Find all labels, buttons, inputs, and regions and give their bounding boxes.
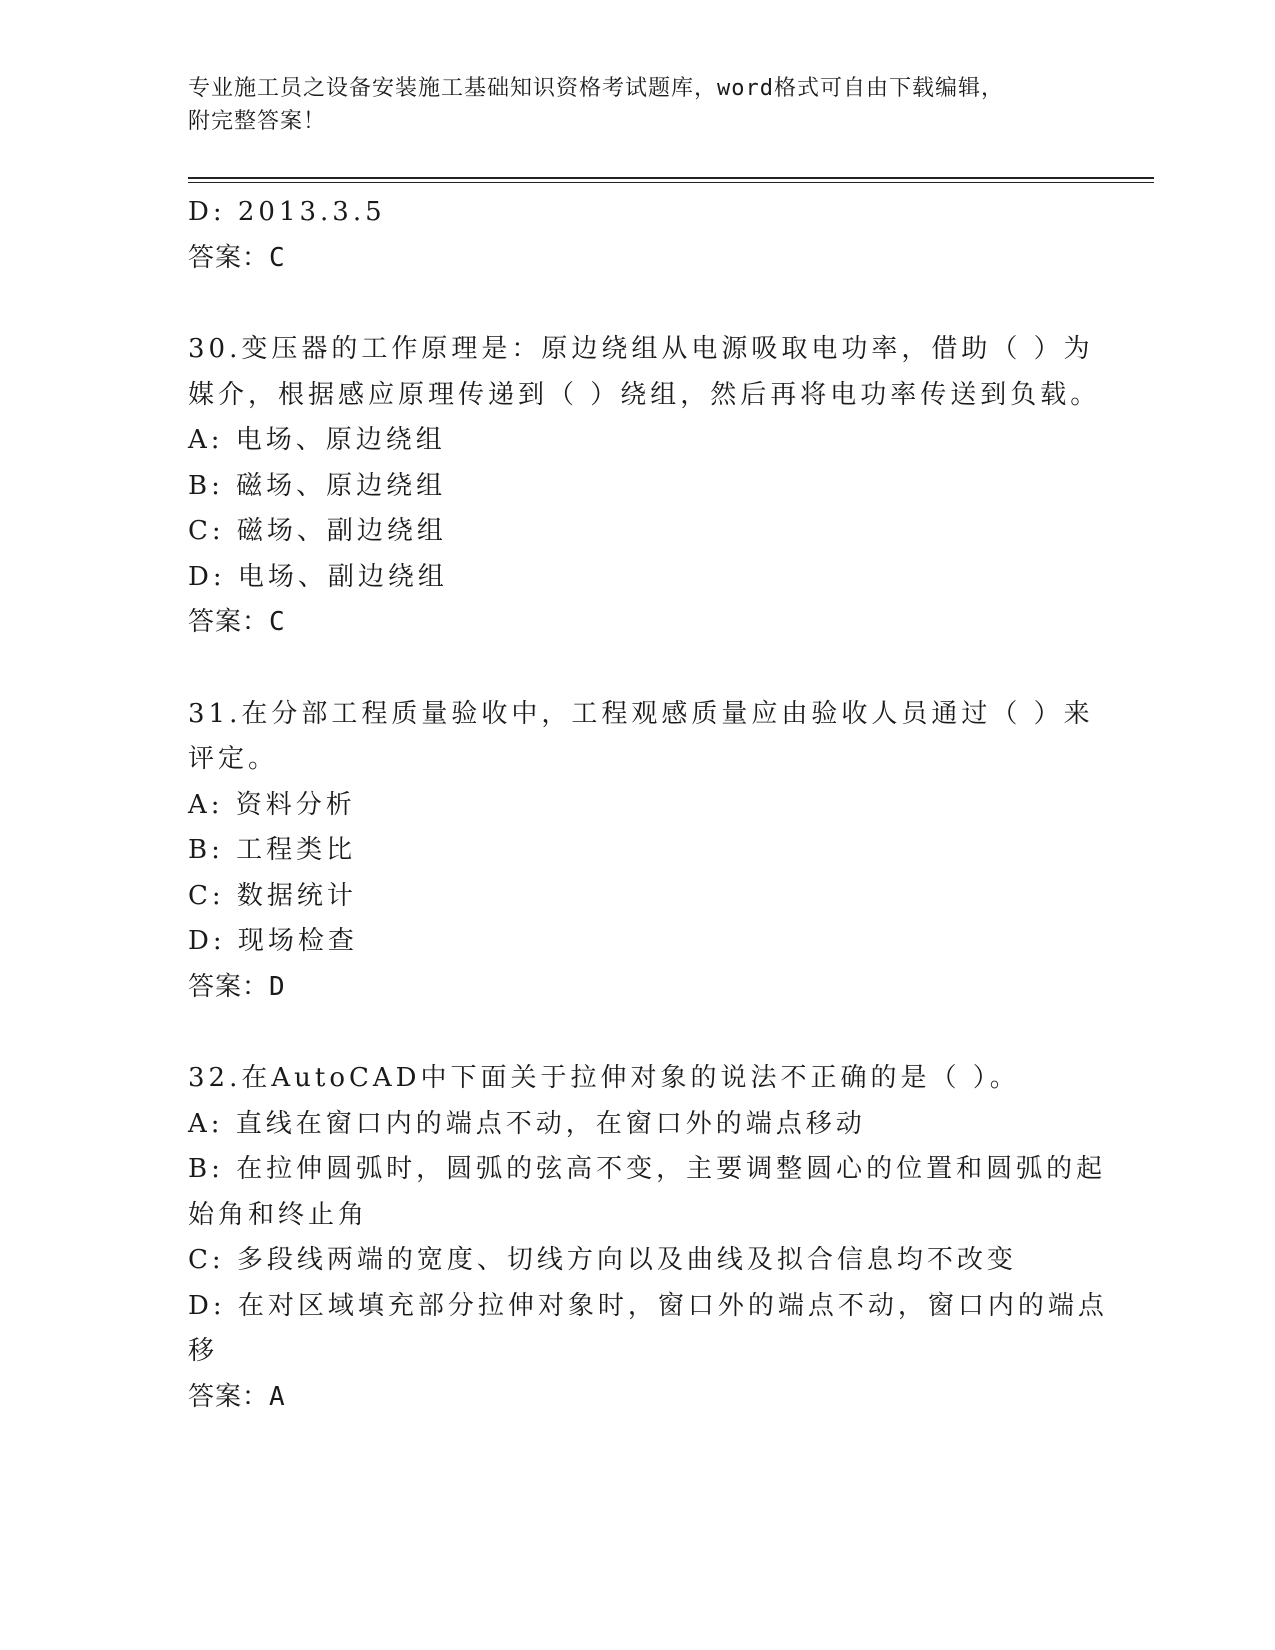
answer: 答案：A (188, 1381, 286, 1412)
question-32 (188, 1056, 1108, 1420)
header-line-2: 附完整答案！ (188, 109, 327, 134)
option-c: C: 磁场、副边绕组 (188, 516, 447, 546)
option-d: D: 在对区域填充部分拉伸对象时，窗口外的端点不动，窗口内的端点 (188, 1290, 1108, 1321)
prev-question-tail (188, 190, 1078, 281)
option-c: C: 多段线两端的宽度、切线方向以及曲线及拟合信息均不改变 (188, 1245, 1017, 1275)
question-30 (188, 327, 1101, 646)
page-header (188, 72, 1068, 138)
header-rule-thin (188, 182, 1154, 183)
option-a: A: 资料分析 (188, 789, 356, 820)
answer: 答案：C (188, 607, 286, 637)
option-a: A: 直线在窗口内的端点不动，在窗口外的端点移动 (188, 1108, 866, 1139)
question-text: 32.在AutoCAD中下面关于拉伸对象的说法不正确的是（ ）。 (188, 1063, 1020, 1093)
option-d: D: 2013.3.5 (188, 197, 386, 227)
header-line-1: 专业施工员之设备安装施工基础知识资格考试题库，word格式可自由下载编辑， (188, 76, 1004, 101)
question-31 (188, 692, 1094, 1011)
question-text-cont: 媒介，根据感应原理传递到（ ）绕组，然后再将电功率传送到负载。 (188, 379, 1101, 410)
option-b: B: 磁场、原边绕组 (188, 470, 447, 501)
option-c: C: 数据统计 (188, 880, 357, 911)
option-d: D: 现场检查 (188, 926, 358, 956)
question-text-cont: 评定。 (188, 744, 279, 774)
option-d-cont: 移 (188, 1336, 219, 1366)
question-text: 30.变压器的工作原理是：原边绕组从电源吸取电功率，借助（ ）为 (188, 334, 1094, 364)
option-b-cont: 始角和终止角 (188, 1199, 369, 1230)
option-b: B: 在拉伸圆弧时，圆弧的弦高不变，主要调整圆心的位置和圆弧的起 (188, 1154, 1107, 1184)
question-list (188, 190, 1108, 1420)
answer: 答案：D (188, 971, 286, 1002)
header-rule-thick (188, 177, 1154, 179)
option-d: D: 电场、副边绕组 (188, 561, 448, 592)
option-a: A: 电场、原边绕组 (188, 425, 446, 455)
answer: 答案：C (188, 242, 286, 273)
option-b: B: 工程类比 (188, 835, 357, 865)
question-text: 31.在分部工程质量验收中，工程观感质量应由验收人员通过（ ）来 (188, 698, 1094, 729)
